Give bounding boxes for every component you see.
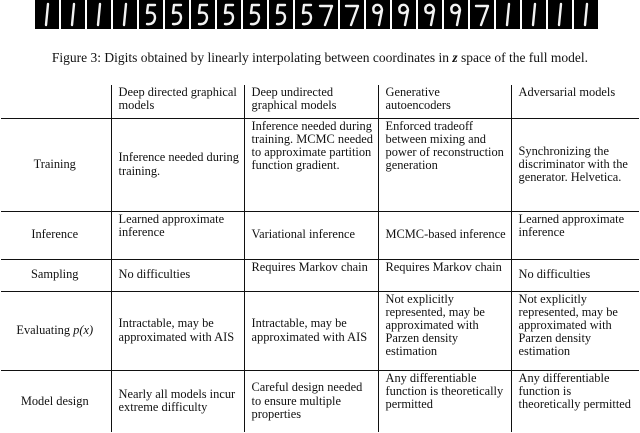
- digit-tile: [139, 0, 163, 29]
- row-label: Sampling: [1, 259, 111, 291]
- caption-symbol: z: [452, 50, 458, 65]
- column-header: Deep undirected graphical models: [244, 85, 378, 118]
- digit-strip-right: [314, 0, 598, 30]
- digit-tile: [366, 0, 390, 29]
- table-cell: Enforced tradeoff between mixing and power of reconstruction generation: [378, 118, 511, 211]
- table-cell: MCMC-based inference: [378, 211, 511, 259]
- digit-stroke: [225, 5, 233, 24]
- row-label-math: p(x): [73, 322, 94, 337]
- row-label: Training: [1, 118, 111, 211]
- table-cell: Learned approximate inference: [511, 211, 639, 259]
- digit-stroke: [46, 4, 48, 25]
- digit-stroke: [320, 6, 332, 25]
- table-row: [1, 211, 639, 259]
- digit-tile: [191, 0, 215, 29]
- table-header-row: [1, 85, 639, 118]
- digit-stroke: [303, 5, 311, 24]
- table-row: [1, 370, 639, 432]
- digit-stroke: [559, 4, 561, 25]
- digit-stroke: [251, 5, 259, 24]
- table-cell: Variational inference: [244, 211, 378, 259]
- digit-tile: [548, 0, 572, 29]
- table-cell: Synchronizing the discriminator with the generator. Helvetica.: [511, 118, 639, 211]
- digit-tile: [61, 0, 85, 29]
- digit-stroke: [277, 5, 285, 24]
- table-cell: Careful design needed to ensure multiple properties: [244, 370, 378, 432]
- digit-stroke: [425, 5, 434, 25]
- digit-tile: [113, 0, 137, 29]
- digit-stroke: [199, 5, 207, 24]
- digit-strip-left: [35, 0, 319, 30]
- digit-tile: [314, 0, 338, 29]
- digit-stroke: [585, 4, 587, 25]
- digit-stroke: [147, 5, 155, 24]
- row-label-text: Evaluating: [16, 322, 74, 337]
- digit-stroke: [373, 5, 382, 25]
- digit-tile: [522, 0, 546, 29]
- figure-caption: [0, 50, 640, 66]
- table-cell: Any differentiable function is theoretically permitted: [378, 370, 511, 432]
- table-row: [1, 259, 639, 291]
- digit-tile: [243, 0, 267, 29]
- digit-tile: [217, 0, 241, 29]
- digit-tile: [165, 0, 189, 29]
- table-cell: Any differentiable function is theoretically permitted: [511, 370, 639, 432]
- column-header: Generative autoencoders: [378, 85, 511, 118]
- digit-tile: [35, 0, 59, 29]
- digit-tile: [340, 0, 364, 29]
- digit-tile: [269, 0, 293, 29]
- table-cell: Intractable, may be approximated with AIS: [111, 291, 244, 370]
- digit-stroke: [451, 5, 460, 25]
- digit-stroke: [98, 4, 100, 25]
- table-row: [1, 118, 639, 211]
- digit-tile: [87, 0, 111, 29]
- table-cell: Requires Markov chain: [378, 259, 511, 291]
- header-corner: [1, 85, 111, 118]
- caption-suffix: space of the full model.: [457, 50, 589, 65]
- digit-tile: [470, 0, 494, 29]
- digit-stroke: [346, 6, 358, 25]
- digit-tile: [444, 0, 468, 29]
- digit-stroke: [173, 5, 181, 24]
- comparison-table: [1, 85, 639, 432]
- table-cell: Intractable, may be approximated with AIS: [244, 291, 378, 370]
- table-cell: No difficulties: [511, 259, 639, 291]
- digit-stroke: [124, 4, 126, 25]
- digit-stroke: [507, 4, 509, 25]
- digit-stroke: [72, 4, 74, 25]
- digit-tile: [392, 0, 416, 29]
- table-cell: Not explicitly represented, may be approximated with Parzen density estimation: [378, 291, 511, 370]
- table-cell: Nearly all models incur extreme difficulty: [111, 370, 244, 432]
- digit-stroke: [399, 5, 408, 25]
- digit-stroke: [533, 4, 535, 25]
- table-cell: No difficulties: [111, 259, 244, 291]
- table-cell: Inference needed during training. MCMC needed to approximate partition function gradient.: [244, 118, 378, 211]
- caption-prefix: Figure 3: Digits obtained by linearly interpolating between coordinates in: [51, 50, 453, 65]
- table-cell: Not explicitly represented, may be approximated with Parzen density estimation: [511, 291, 639, 370]
- digit-tile: [496, 0, 520, 29]
- table-cell: Requires Markov chain: [244, 259, 378, 291]
- table-cell: Inference needed during training.: [111, 118, 244, 211]
- column-header: Deep directed graphical models: [111, 85, 244, 118]
- table-row: [1, 291, 639, 370]
- table-cell: Learned approximate inference: [111, 211, 244, 259]
- row-label: [1, 291, 111, 370]
- row-label: Inference: [1, 211, 111, 259]
- digit-stroke: [476, 6, 488, 25]
- digit-tile: [418, 0, 442, 29]
- column-header: Adversarial models: [511, 85, 639, 118]
- row-label: Model design: [1, 370, 111, 432]
- digit-tile: [574, 0, 598, 29]
